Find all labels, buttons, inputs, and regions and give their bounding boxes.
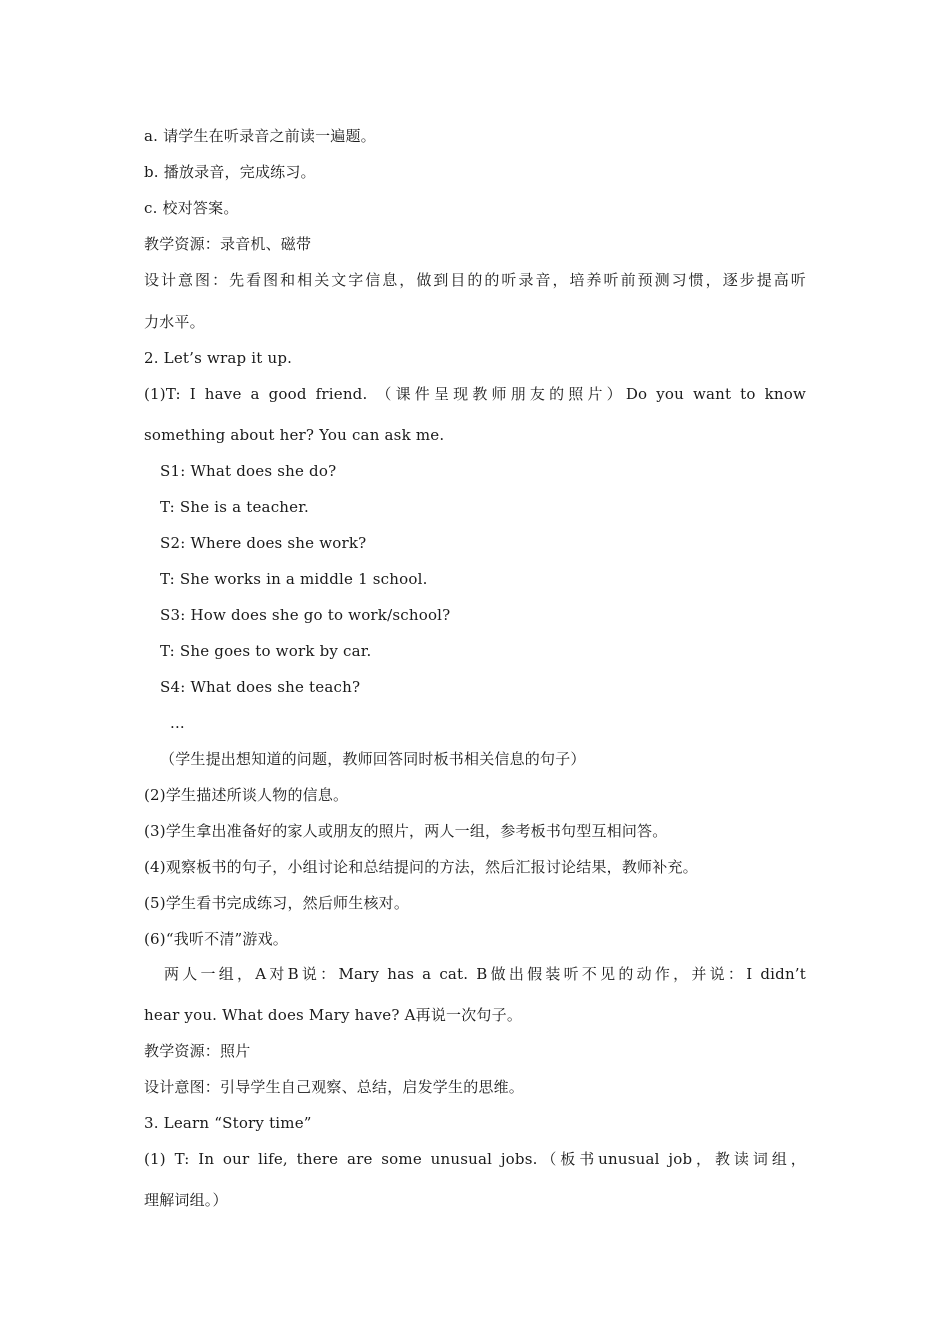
teaching-resources-line: 教学资源：录音机、磁带 (144, 235, 312, 253)
step-2-line: (2)学生描述所谈人物的信息。 (144, 786, 349, 804)
step-a-line: a. 请学生在听录音之前读一遍题。 (144, 127, 376, 145)
dialogue-intro-continuation: something about her? You can ask me. (144, 426, 445, 444)
dialogue-line-s2: S2: Where does she work? (160, 534, 367, 552)
step-6-line: (6)“我听不清”游戏。 (144, 930, 288, 948)
dialogue-intro-line: (1)T: I have a good friend. （课件呈现教师朋友的照片）Do you want to know (144, 385, 806, 403)
design-intent-continuation: 力水平。 (144, 313, 205, 331)
story-time-step-1-continuation: 理解词组。） (144, 1191, 228, 1209)
teaching-resources-line-2: 教学资源：照片 (144, 1042, 251, 1060)
step-b-line: b. 播放录音，完成练习。 (144, 163, 316, 181)
dialogue-line-t1: T: She is a teacher. (160, 498, 309, 516)
dialogue-line-s3: S3: How does she go to work/school? (160, 606, 451, 624)
story-time-step-1: (1) T: In our life, there are some unusual jobs.（板书unusual job，教读词组， (144, 1150, 806, 1168)
game-description-continuation: hear you. What does Mary have? A再说一次句子。 (144, 1006, 523, 1024)
game-description-line: 两人一组，A对B说：Mary has a cat. B做出假装听不见的动作，并说：I didn’t (164, 965, 806, 983)
design-intent-line-2: 设计意图：引导学生自己观察、总结，启发学生的思维。 (144, 1078, 525, 1096)
design-intent-line: 设计意图：先看图和相关文字信息，做到目的的听录音，培养听前预测习惯，逐步提高听 (144, 271, 806, 289)
step-4-line: (4)观察板书的句子，小组讨论和总结提问的方法，然后汇报讨论结果，教师补充。 (144, 858, 698, 876)
step-5-line: (5)学生看书完成练习，然后师生核对。 (144, 894, 410, 912)
dialogue-line-s4: S4: What does she teach? (160, 678, 361, 696)
dialogue-note: （学生提出想知道的问题，教师回答同时板书相关信息的句子） (160, 750, 586, 768)
section-3-heading: 3. Learn “Story time” (144, 1114, 312, 1132)
dialogue-ellipsis: ... (170, 714, 185, 732)
section-2-heading: 2. Let’s wrap it up. (144, 349, 293, 367)
step-3-line: (3)学生拿出准备好的家人或朋友的照片，两人一组，参考板书句型互相问答。 (144, 822, 668, 840)
step-c-line: c. 校对答案。 (144, 199, 239, 217)
dialogue-line-s1: S1: What does she do? (160, 462, 337, 480)
dialogue-line-t3: T: She goes to work by car. (160, 642, 372, 660)
dialogue-line-t2: T: She works in a middle 1 school. (160, 570, 428, 588)
